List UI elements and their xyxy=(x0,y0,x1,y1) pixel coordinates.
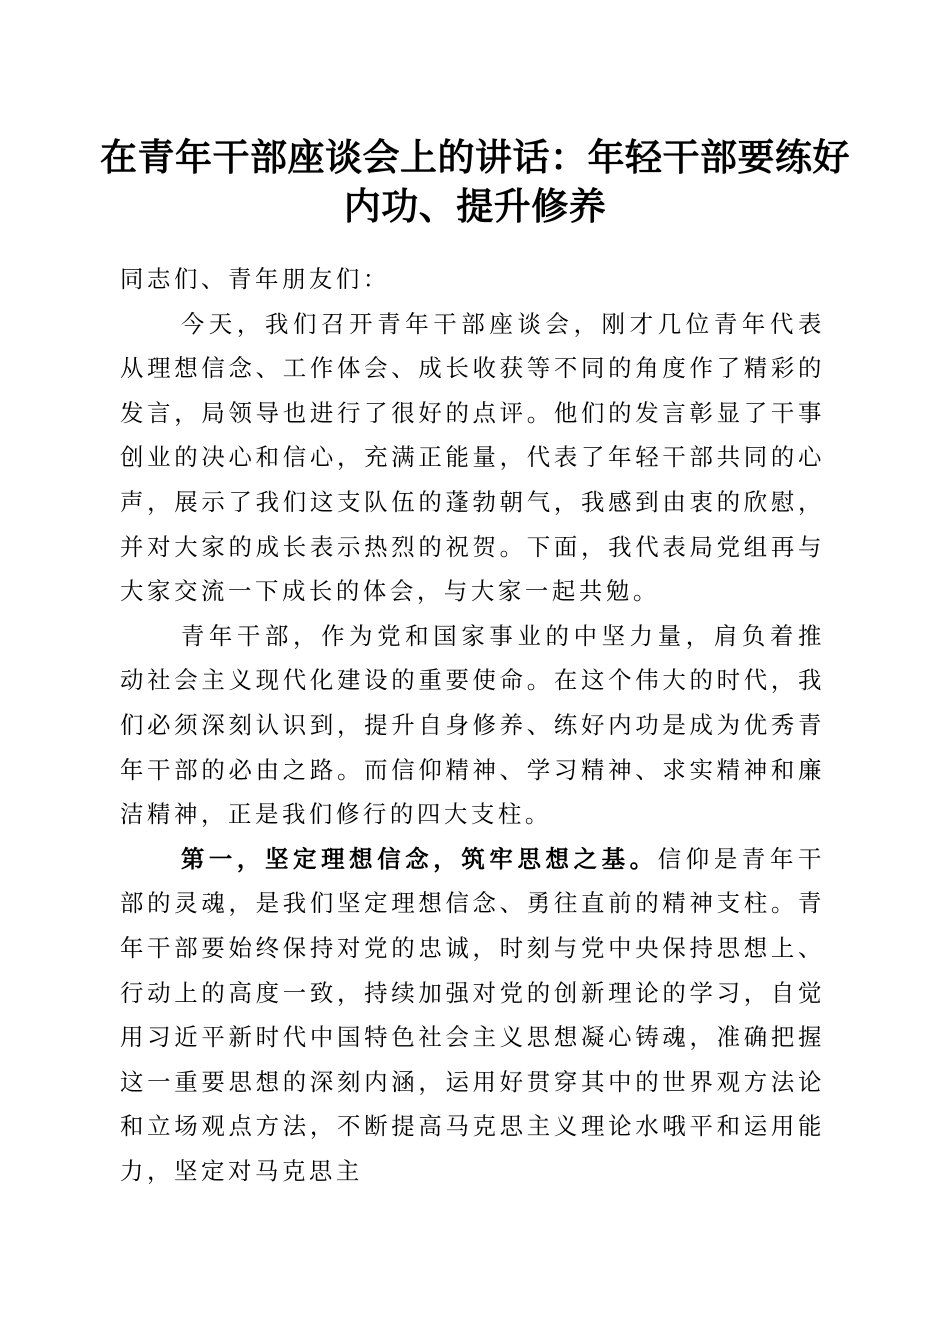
title-line-1: 在青年干部座谈会上的讲话：年轻干部要练好 xyxy=(100,135,850,179)
paragraph-first-point-text: 信仰是青年干部的灵魂，是我们坚定理想信念、勇往直前的精神支柱。青年干部要始终保持对党的忠诚，时刻与党中央保持思想上、行动上的高度一致，持续加强对党的创新理论的学习，自觉用习近平新时代中国特色社会主义思想凝心铸魂，准确把握这一重要思想的深刻内涵，运用好贯穿其中的世界观方法论和立场观点方法，不断提高马克思主义理论水哦平和运用能力，坚定对马克思主 xyxy=(120,844,825,1185)
document-body xyxy=(120,257,825,1193)
section-heading-first: 第一，坚定理想信念，筑牢思想之基。 xyxy=(180,844,658,873)
document-title xyxy=(100,133,850,231)
title-line-2: 内功、提升修养 xyxy=(343,184,607,228)
paragraph-first-point xyxy=(120,837,825,1194)
paragraph-opening: 今天，我们召开青年干部座谈会，刚才几位青年代表从理想信念、工作体会、成长收获等不同的角度作了精彩的发言，局领导也进行了很好的点评。他们的发言彰显了干事创业的决心和信心，充满正能量，代表了年轻干部共同的心声，展示了我们这支队伍的蓬勃朝气，我感到由衷的欣慰，并对大家的成长表示热烈的祝贺。下面，我代表局党组再与大家交流一下成长的体会，与大家一起共勉。 xyxy=(120,309,825,606)
paragraph-intro: 青年干部，作为党和国家事业的中坚力量，肩负着推动社会主义现代化建设的重要使命。在这个伟大的时代，我们必须深刻认识到，提升自身修养、练好内功是成为优秀青年干部的必由之路。而信仰精神、学习精神、求实精神和廉洁精神，正是我们修行的四大支柱。 xyxy=(120,621,825,829)
salutation: 同志们、青年朋友们： xyxy=(120,265,390,293)
